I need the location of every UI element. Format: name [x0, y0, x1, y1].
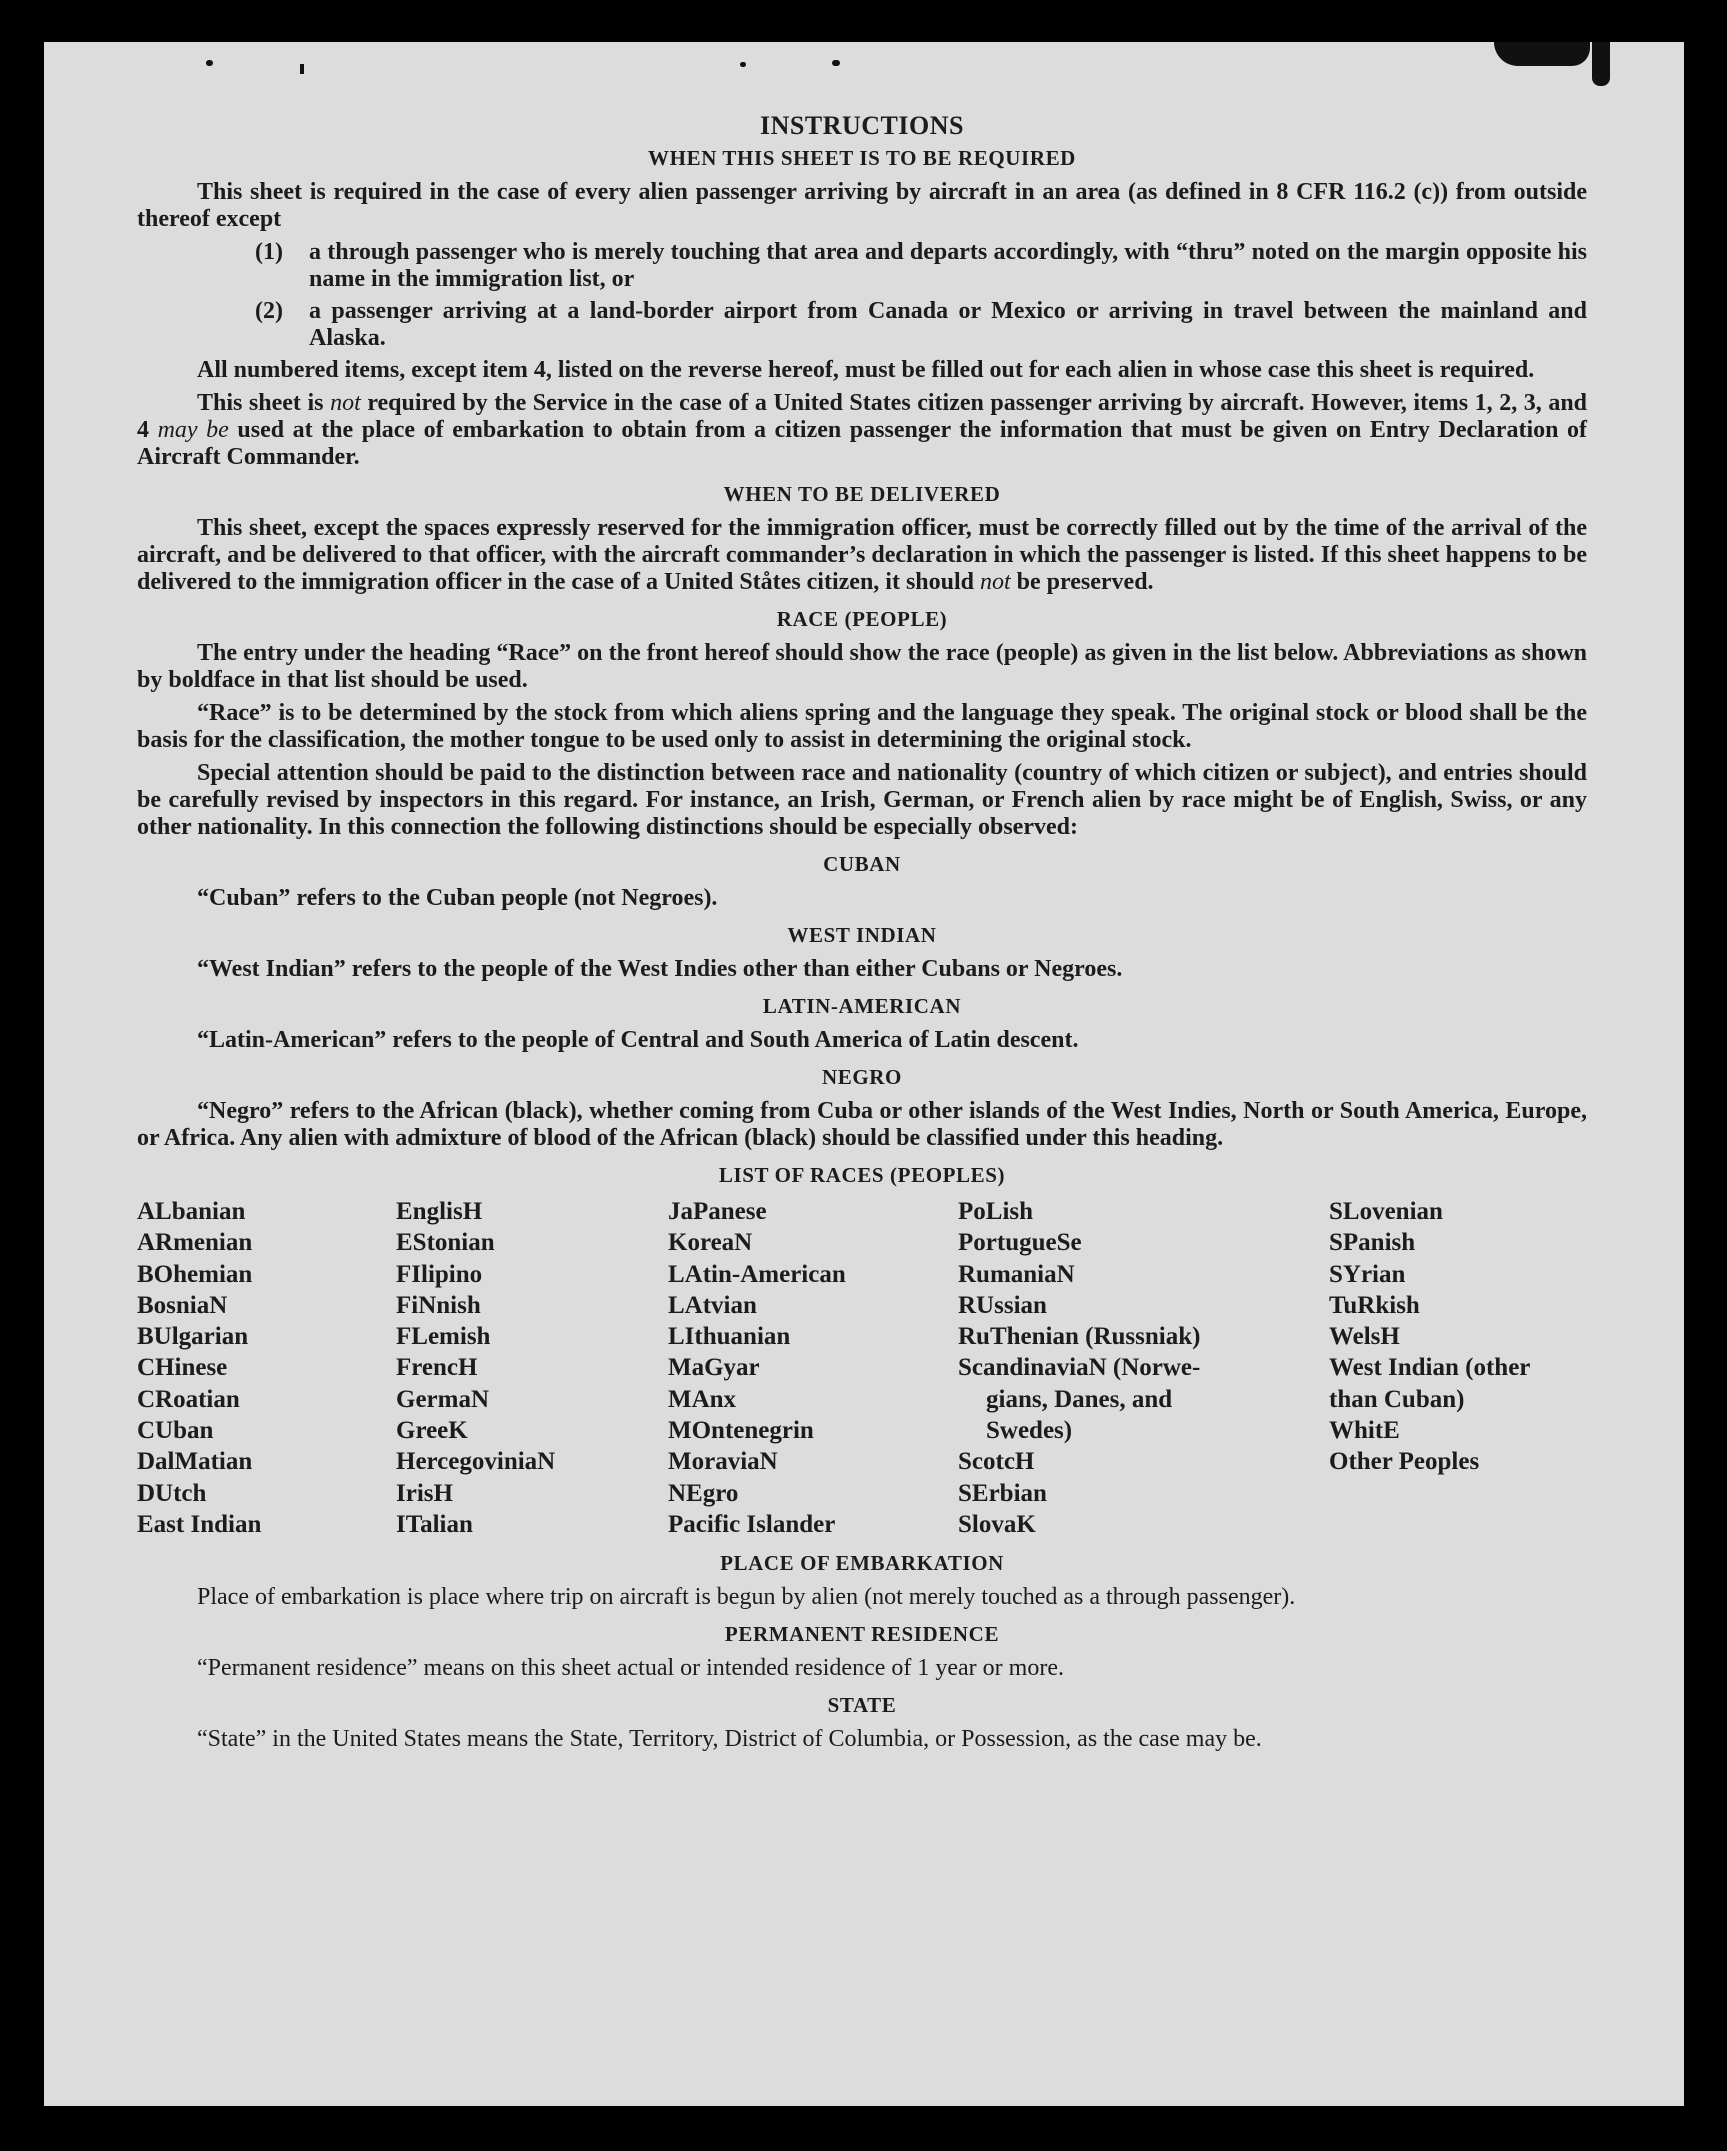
race-entry: ScotcH	[958, 1448, 1035, 1476]
paragraph-required-intro: This sheet is required in the case of every alien passenger arriving by aircraft in an area (as defined in 8 CFR 116.2 (c)) from outside thereof except	[137, 179, 1587, 232]
text-segment: required by the Service in the case of a United States citizen passenger arriving by aircraft. However, items 1, 2, 3, and 4	[137, 390, 1588, 443]
scan-speck	[300, 64, 304, 74]
text-segment: This sheet, except the spaces expressly reserved for the immigration officer, must be correctly filled out by the time of the arrival of the aircraft, and be delivered to that officer, with the aircraft commander’s declaration in which the passenger is listed. If this sheet happens to be delivered to the immigration officer in the case of a United Ståtes citizen, it should	[137, 515, 1587, 595]
heading-list-of-races: LIST OF RACES (PEOPLES)	[718, 1163, 1006, 1187]
text-segment: used at the place of embarkation to obtain from a citizen passenger the information that must be given on Entry Declaration of Aircraft Commander.	[137, 417, 1588, 470]
race-entry: ScandinaviaN (Norwe-	[958, 1354, 1201, 1382]
paragraph-citizen	[137, 390, 1587, 471]
race-entry: HercegoviniaN	[396, 1448, 556, 1476]
race-entry: FrencH	[396, 1354, 478, 1382]
race-entry: BOhemian	[137, 1260, 253, 1288]
race-entry: SPanish	[1329, 1229, 1416, 1257]
text-segment: be preserved.	[1016, 569, 1154, 595]
races-column-3	[668, 1196, 958, 1540]
race-entry: CRoatian	[137, 1385, 240, 1413]
race-entry: RumaniaN	[958, 1260, 1075, 1288]
item-number: (1)	[255, 239, 283, 265]
race-entry: WhitE	[1329, 1417, 1400, 1445]
race-entry: LIthuanian	[668, 1323, 791, 1351]
race-entry: DalMatian	[137, 1448, 253, 1476]
race-entry: CUban	[137, 1417, 214, 1445]
race-entry: GermaN	[396, 1385, 490, 1413]
race-entry: PoLish	[958, 1198, 1034, 1225]
race-entry: LAtvian	[668, 1291, 757, 1319]
race-entry: GreeK	[396, 1417, 468, 1445]
race-entry: BUlgarian	[137, 1323, 249, 1351]
paragraph-race-stock: “Race” is to be determined by the stock from which aliens spring and the language they speak. The original stock or blood shall be the basis for the classification, the mother tongue to be used only to assist in determining the original stock.	[137, 700, 1587, 753]
heading-race: RACE (PEOPLE)	[776, 607, 948, 631]
item-number: (2)	[255, 298, 283, 324]
heading-west-indian: WEST INDIAN	[787, 923, 937, 947]
race-entry: SErbian	[958, 1479, 1047, 1507]
race-entry: RUssian	[958, 1291, 1047, 1319]
definition-negro: “Negro” refers to the African (black), whether coming from Cuba or other islands of the West Indies, North or South America, Europe, or Africa. Any alien with admixture of blood of the African (black) should be classified under this heading.	[137, 1098, 1587, 1151]
race-entry: East Indian	[137, 1510, 262, 1538]
text-italic: may be	[157, 417, 229, 443]
paragraph-race-nationality: Special attention should be paid to the distinction between race and nationality (country of which citizen or subject), and entries should be carefully revised by inspectors in this regard. For instance, an Irish, German, or French alien by race might be of English, Swiss, or any other nationality. In this connection the following distinctions should be especially observed:	[137, 760, 1587, 840]
race-entry: TuRkish	[1329, 1291, 1420, 1319]
race-entry: KoreaN	[668, 1229, 753, 1257]
definition-west-indian: “West Indian” refers to the people of the West Indies other than either Cubans or Negroes.	[197, 956, 1123, 982]
heading-permanent-residence: PERMANENT RESIDENCE	[724, 1622, 1000, 1647]
race-entry: gians, Danes, and	[986, 1385, 1173, 1413]
races-column-1	[137, 1196, 396, 1540]
race-entry: RuThenian (Russniak)	[958, 1323, 1201, 1351]
race-entry: JaPanese	[668, 1198, 767, 1225]
instructions-content	[137, 112, 1587, 1759]
definition-embarkation: Place of embarkation is place where trip on aircraft is begun by alien (not merely touched as a through passenger).	[197, 1584, 1296, 1611]
page-title: INSTRUCTIONS	[760, 111, 964, 140]
definition-permanent-residence: “Permanent residence” means on this sheet actual or intended residence of 1 year or more.	[197, 1655, 1064, 1682]
torn-corner	[1592, 42, 1610, 86]
race-entry: EnglisH	[396, 1198, 483, 1225]
heading-embarkation: PLACE OF EMBARKATION	[720, 1551, 1004, 1576]
race-entry: CHinese	[137, 1354, 228, 1382]
list-item	[137, 298, 1587, 352]
race-entry: EStonian	[396, 1229, 495, 1257]
scan-speck	[832, 60, 840, 66]
race-entry: FLemish	[396, 1323, 491, 1351]
race-entry: LAtin-American	[668, 1260, 846, 1288]
torn-corner	[1494, 42, 1590, 66]
race-entry: West Indian (other	[1329, 1354, 1531, 1382]
heading-state: STATE	[827, 1693, 897, 1718]
definition-cuban: “Cuban” refers to the Cuban people (not Negroes).	[197, 885, 718, 911]
definition-latin-american: “Latin-American” refers to the people of Central and South America of Latin descent.	[197, 1027, 1079, 1053]
race-entry: SLovenian	[1329, 1198, 1443, 1225]
paragraph-numbered-items: All numbered items, except item 4, listed on the reverse hereof, must be filled out for each alien in whose case this sheet is required.	[197, 357, 1535, 383]
race-entry: SYrian	[1329, 1260, 1406, 1288]
race-entry: ITalian	[396, 1510, 473, 1538]
text-italic: not	[980, 569, 1011, 595]
race-entry: ALbanian	[137, 1198, 246, 1225]
heading-cuban: CUBAN	[823, 852, 901, 876]
race-entry: IrisH	[396, 1479, 453, 1507]
scan-speck	[740, 62, 746, 67]
race-entry: BosniaN	[137, 1291, 228, 1319]
races-column-5	[1329, 1196, 1587, 1540]
race-entry: Pacific Islander	[668, 1510, 836, 1538]
heading-latin-american: LATIN-AMERICAN	[762, 994, 962, 1018]
races-column-4	[958, 1196, 1329, 1540]
race-entry: MoraviaN	[668, 1448, 778, 1476]
race-entry: MAnx	[668, 1385, 737, 1413]
definition-state: “State” in the United States means the State, Territory, District of Columbia, or Possession, as the case may be.	[197, 1726, 1262, 1753]
scan-speck	[206, 60, 213, 66]
heading-when-delivered: WHEN TO BE DELIVERED	[723, 482, 1001, 506]
race-entry: FiNnish	[396, 1291, 481, 1319]
race-entry: WelsH	[1329, 1323, 1400, 1351]
race-entry: FIlipino	[396, 1260, 483, 1288]
paragraph-race-entry: The entry under the heading “Race” on the front hereof should show the race (people) as given in the list below. Abbreviations as shown by boldface in that list should be used.	[137, 640, 1587, 693]
text-italic: not	[330, 390, 361, 416]
races-column-2	[396, 1196, 668, 1540]
race-entry: ARmenian	[137, 1229, 253, 1257]
race-entry: than Cuban)	[1329, 1385, 1465, 1413]
race-entry: Swedes)	[986, 1417, 1073, 1445]
heading-when-required: WHEN THIS SHEET IS TO BE REQUIRED	[648, 146, 1076, 170]
race-entry: MOntenegrin	[668, 1417, 814, 1445]
item-text: a passenger arriving at a land-border airport from Canada or Mexico or arriving in travel between the mainland and Alaska.	[309, 298, 1587, 351]
item-text: a through passenger who is merely touching that area and departs accordingly, with “thru” noted on the margin opposite his name in the immigration list, or	[309, 239, 1587, 292]
text-segment: This sheet is	[197, 390, 324, 416]
list-item	[137, 239, 1587, 293]
race-entry: NEgro	[668, 1479, 739, 1507]
race-entry: Other Peoples	[1329, 1448, 1480, 1476]
document-page	[44, 42, 1684, 2106]
race-entry: MaGyar	[668, 1354, 760, 1382]
heading-negro: NEGRO	[821, 1065, 902, 1089]
race-entry: PortugueSe	[958, 1229, 1082, 1257]
race-entry: DUtch	[137, 1479, 207, 1507]
race-entry: SlovaK	[958, 1510, 1036, 1538]
paragraph-delivery	[137, 515, 1587, 596]
races-table	[137, 1196, 1587, 1540]
